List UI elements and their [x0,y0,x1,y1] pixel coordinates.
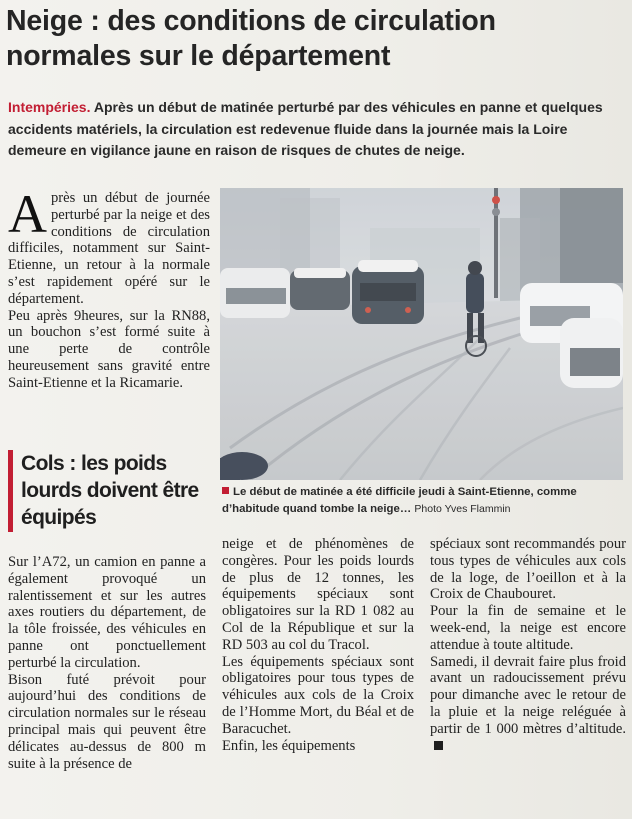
photo-credit: Photo Yves Flammin [414,503,511,515]
caption-text: Le début de matinée a été difficile jeudi à Saint-Etienne, comme d’habitude quand tombe la neige… [222,486,577,515]
photo-caption [222,484,622,518]
lead-text: Après un début de matinée perturbé par des véhicules en panne et quelques accidents matériels, la circulation est redevenue fluide dans la journée mais la Loire demeure en vigilance jaune en raison de risques de chutes de neige. [8,99,603,158]
photo-illustration [220,188,623,480]
column-1 [8,554,206,772]
intro-second-paragraph: Peu après 9heures, sur la RN88, un bouchon s’est formé suite à une perte de contrôle heureusement sans gravité entre Saint-Etienne et la Ricamarie. [8,307,210,391]
snow-street-photo [220,188,623,480]
column-1-paragraph-2: Bison futé prévoit pour aujourd’hui des conditions de circulation normales sur le réseau principal mais qui peuvent être délicates au-dessus de 800 m suite à la présence de [8,671,206,772]
intro-column [8,184,210,392]
caption-bullet [222,487,229,494]
end-of-article-mark [434,741,443,750]
column-3-paragraph-3-text: Samedi, il devrait faire plus froid avant un radoucissement prévu pour dimanche avec le retour de la pluie et la neige reléguée à partir de 1 000 mètres d’altitude. [430,653,626,737]
intro-paragraph [8,184,210,308]
drop-cap: A [8,184,47,244]
column-1-paragraph-1: Sur l’A72, un camion en panne a également provoqué un ralentissement et sur les autres axes routiers du département, de la tôle froissée, des véhicules en panne ont ponctuellement perturbé la circulation. [8,554,206,671]
column-3-paragraph-2: Pour la fin de semaine et le week-end, la neige est encore attendue à toute altitude. [430,603,626,653]
column-3 [430,536,626,754]
column-3-paragraph-3 [430,654,626,755]
column-3-paragraph-1: spéciaux sont recommandés pour tous types de véhicules aux cols de la loge, de l’oeillon et à la Croix de Chaubouret. [430,536,626,603]
subhead: Cols : les poids lourds doivent être équipés [8,450,223,532]
column-2-paragraph-1: neige et de phénomènes de congères. Pour les poids lourds de plus de 12 tonnes, les équipements spéciaux sont obligatoires sur la RD 1 082 au Col de la République et sur la RD 503 au col du Tracol. [222,536,414,653]
lead-kicker: Intempéries. [8,99,91,115]
headline: Neige : des conditions de circulation normales sur le département [6,5,496,72]
column-2-paragraph-3: Enfin, les équipements [222,737,356,754]
lead-paragraph [8,97,620,162]
column-2 [222,536,414,754]
intro-first-text: près un début de journée perturbé par la neige et des conditions de circulation difficiles, notamment sur Saint-Etienne, un retour à la normale s’est rapidement opéré sur le département. [8,190,210,307]
column-2-paragraph-2: Les équipements spéciaux sont obligatoires pour tous types de véhicules aux cols de la Croix de l’Homme Mort, du Béal et de Baracuchet. [222,653,414,737]
